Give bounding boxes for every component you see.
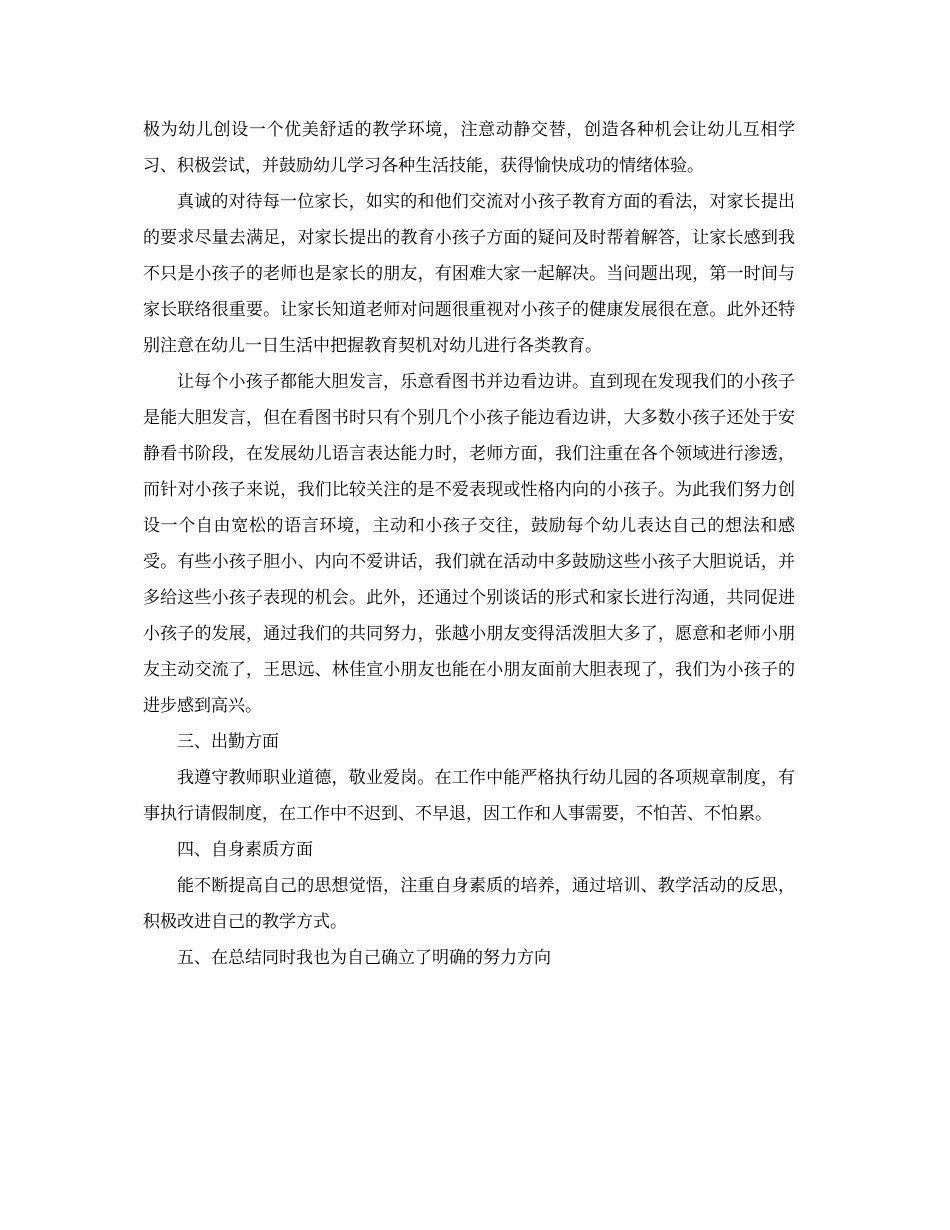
heading-attendance: 三、出勤方面 xyxy=(177,732,279,752)
heading-self-quality: 四、自身素质方面 xyxy=(177,840,313,860)
paragraph-attendance: 我遵守教师职业道德，敬业爱岗。在工作中能严格执行幼儿园的各项规章制度，有事执行请假制度，在工作中不迟到、不早退，因工作和人事需要，不怕苦、不怕累。 xyxy=(143,768,795,824)
paragraph-language-expression: 让每个小孩子都能大胆发言，乐意看图书并边看边讲。直到现在发现我们的小孩子是能大胆发言，但在看图书时只有个别几个小孩子能边看边讲，大多数小孩子还处于安静看书阶段，在发展幼儿语言表达能力时，老师方面，我们注重在各个领域进行渗透，而针对小孩子来说，我们比较关注的是不爱表现或性格内向的小孩子。为此我们努力创设一个自由宽松的语言环境，主动和小孩子交往，鼓励每个幼儿表达自己的想法和感受。有些小孩子胆小、内向不爱讲话，我们就在活动中多鼓励这些小孩子大胆说话，并多给这些小孩子表现的机会。此外，还通过个别谈话的形式和家长进行沟通，共同促进小孩子的发展，通过我们的共同努力，张越小朋友变得活泼胆大多了，愿意和老师小朋友主动交流了，王思远、林佳宣小朋友也能在小朋友面前大胆表现了，我们为小孩子的进步感到高兴。 xyxy=(143,372,795,716)
paragraph-continuation-environment: 极为幼儿创设一个优美舒适的教学环境，注意动静交替，创造各种机会让幼儿互相学习、积极尝试，并鼓励幼儿学习各种生活技能，获得愉快成功的情绪体验。 xyxy=(143,120,795,176)
paragraph-parent-communication: 真诚的对待每一位家长，如实的和他们交流对小孩子教育方面的看法，对家长提出的要求尽量去满足，对家长提出的教育小孩子方面的疑问及时帮着解答，让家长感到我不只是小孩子的老师也是家长的朋友，有困难大家一起解决。当问题出现，第一时间与家长联络很重要。让家长知道老师对问题很重视对小孩子的健康发展很在意。此外还特别注意在幼儿一日生活中把握教育契机对幼儿进行各类教育。 xyxy=(143,192,795,356)
paragraph-self-quality: 能不断提高自己的思想觉悟，注重自身素质的培养，通过培训、教学活动的反思，积极改进自己的教学方式。 xyxy=(143,876,795,932)
document-page xyxy=(143,112,795,976)
heading-future-direction: 五、在总结同时我也为自己确立了明确的努力方向 xyxy=(177,948,551,968)
